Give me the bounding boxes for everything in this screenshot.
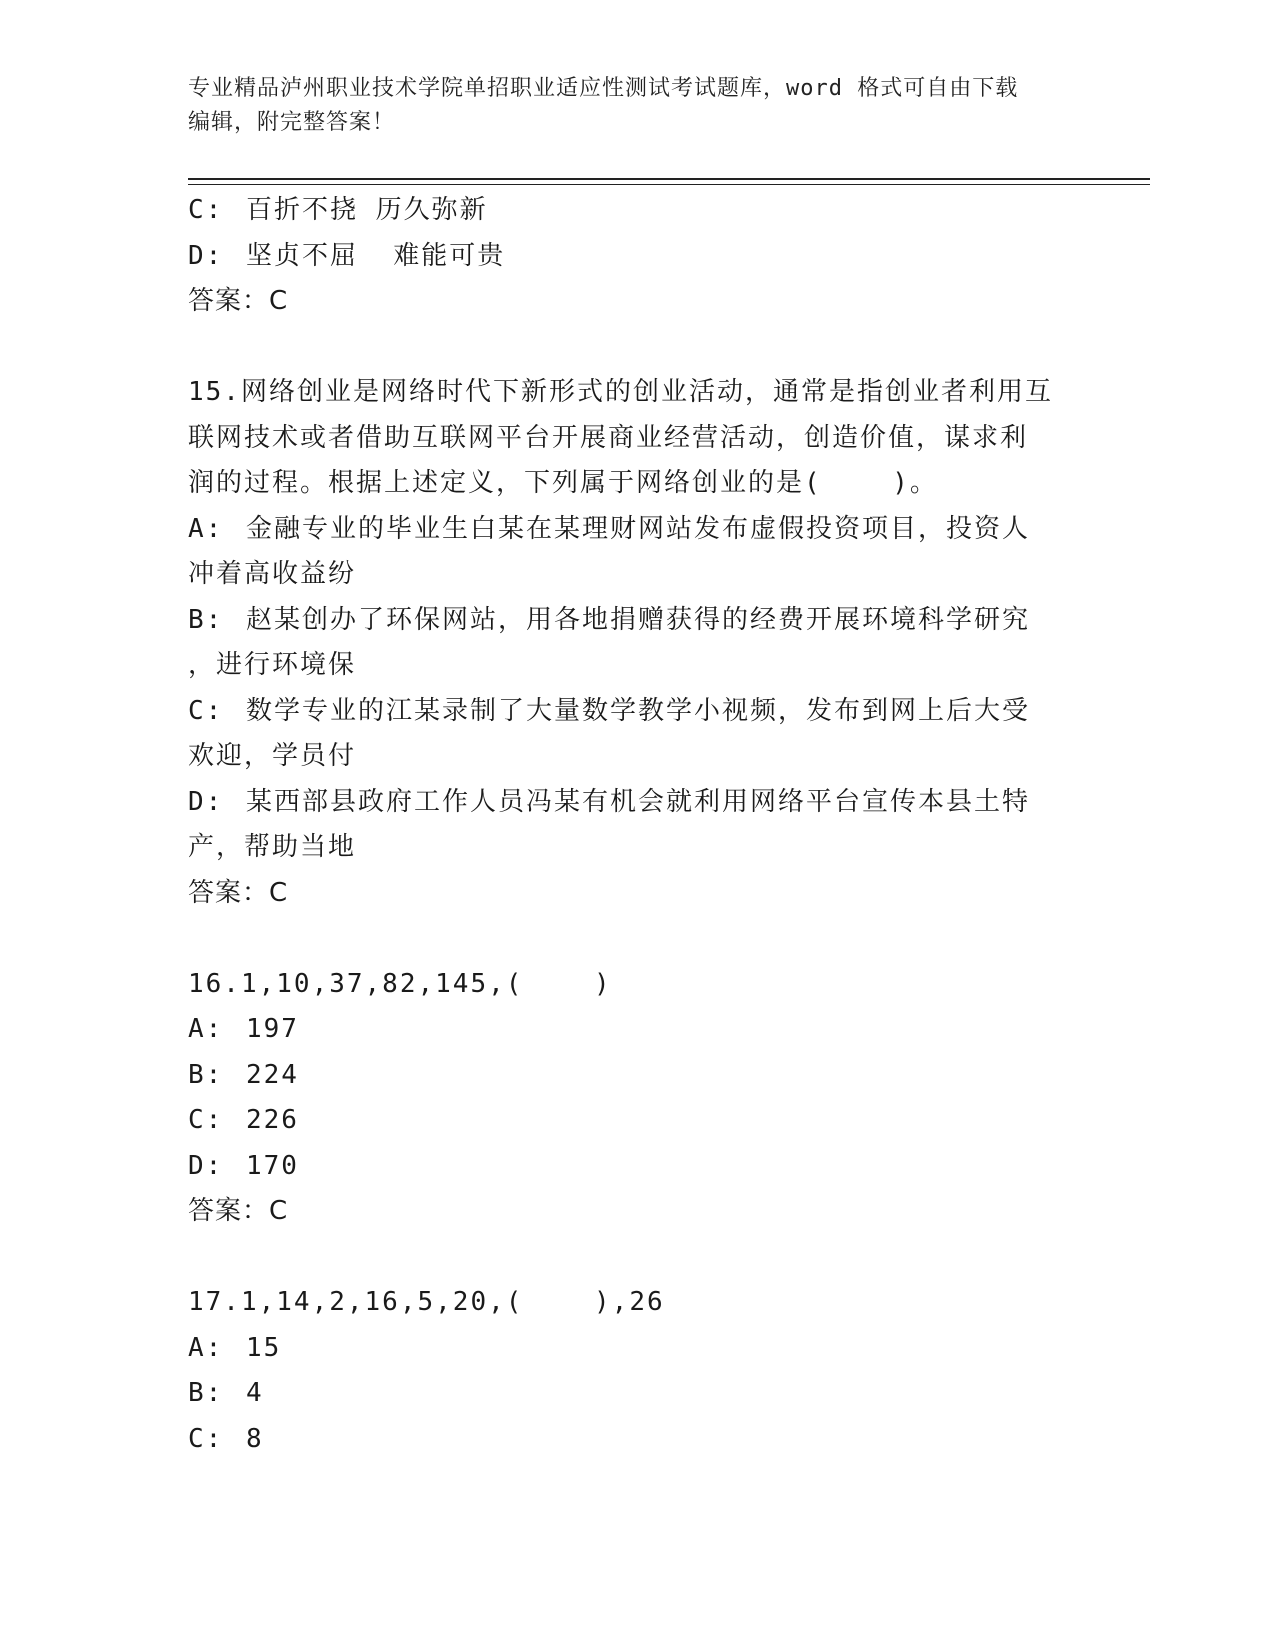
option-b-continued: ，进行环境保 — [188, 650, 357, 680]
header-line-2: 编辑，附完整答案！ — [188, 110, 396, 135]
option-c — [188, 689, 1068, 735]
answer: 答案：C — [188, 877, 289, 908]
option-key: C: — [188, 695, 224, 726]
option-text: 224 — [246, 1059, 299, 1090]
option-c — [188, 1098, 1068, 1144]
header-line-1: 专业精品泸州职业技术学院单招职业适应性测试考试题库，word 格式可自由下载 — [188, 76, 1019, 101]
page-header — [188, 72, 1088, 140]
question-stem-line: 润的过程。根据上述定义，下列属于网络创业的是( )。 — [188, 468, 938, 498]
option-key: A: — [188, 1014, 224, 1044]
option-d — [188, 780, 1068, 826]
option-text: 某西部县政府工作人员冯某有机会就利用网络平台宣传本县土特 — [246, 786, 1031, 817]
option-key: C: — [188, 1105, 224, 1135]
option-d-continued: 产，帮助当地 — [188, 832, 357, 862]
option-a — [188, 1326, 1068, 1372]
option-key: C: — [188, 1423, 224, 1454]
option-text: 坚贞不屈 难能可贵 — [246, 240, 506, 271]
question-17 — [188, 1280, 1068, 1462]
option-text: 数学专业的江某录制了大量数学教学小视频，发布到网上后大受 — [246, 695, 1031, 726]
question-15 — [188, 370, 1068, 916]
question-16 — [188, 962, 1068, 1235]
answer: 答案：C — [188, 286, 289, 316]
option-key: D: — [188, 240, 224, 271]
option-text: 226 — [246, 1105, 299, 1135]
option-key: D: — [188, 786, 224, 817]
header-rule-thick — [188, 178, 1150, 180]
option-c — [188, 188, 1068, 234]
option-text: 8 — [246, 1423, 264, 1454]
option-text: 4 — [246, 1378, 264, 1408]
header-rule-thin — [188, 184, 1150, 185]
option-key: B: — [188, 1059, 224, 1090]
option-key: B: — [188, 1378, 224, 1408]
option-b — [188, 598, 1068, 644]
answer: 答案：C — [188, 1196, 289, 1226]
question-14-tail — [188, 188, 1068, 325]
option-d — [188, 1144, 1068, 1190]
option-a — [188, 507, 1068, 553]
option-text: 197 — [246, 1014, 299, 1044]
question-content — [188, 188, 1068, 1462]
question-stem-line: 联网技术或者借助互联网平台开展商业经营活动，创造价值，谋求利 — [188, 422, 1029, 453]
question-stem: 16.1,10,37,82,145,( ) — [188, 968, 612, 999]
option-d — [188, 234, 1068, 280]
question-stem-line: 15.网络创业是网络时代下新形式的创业活动，通常是指创业者利用互 — [188, 377, 1053, 407]
option-text: 赵某创办了环保网站，用各地捐赠获得的经费开展环境科学研究 — [246, 604, 1031, 635]
option-text: 金融专业的毕业生白某在某理财网站发布虚假投资项目，投资人 — [246, 513, 1031, 544]
option-text: 百折不挠 历久弥新 — [246, 195, 488, 225]
option-b — [188, 1053, 1068, 1099]
option-c-continued: 欢迎，学员付 — [188, 741, 357, 771]
option-text: 170 — [246, 1150, 299, 1181]
option-a-continued: 冲着高收益纷 — [188, 559, 357, 589]
option-text: 15 — [246, 1332, 282, 1363]
option-c — [188, 1417, 1068, 1463]
option-key: C: — [188, 195, 224, 225]
option-key: D: — [188, 1150, 224, 1181]
option-a — [188, 1007, 1068, 1053]
option-key: B: — [188, 604, 224, 635]
option-key: A: — [188, 1332, 224, 1363]
option-key: A: — [188, 513, 224, 544]
question-stem: 17.1,14,2,16,5,20,( ),26 — [188, 1287, 665, 1317]
option-b — [188, 1371, 1068, 1417]
